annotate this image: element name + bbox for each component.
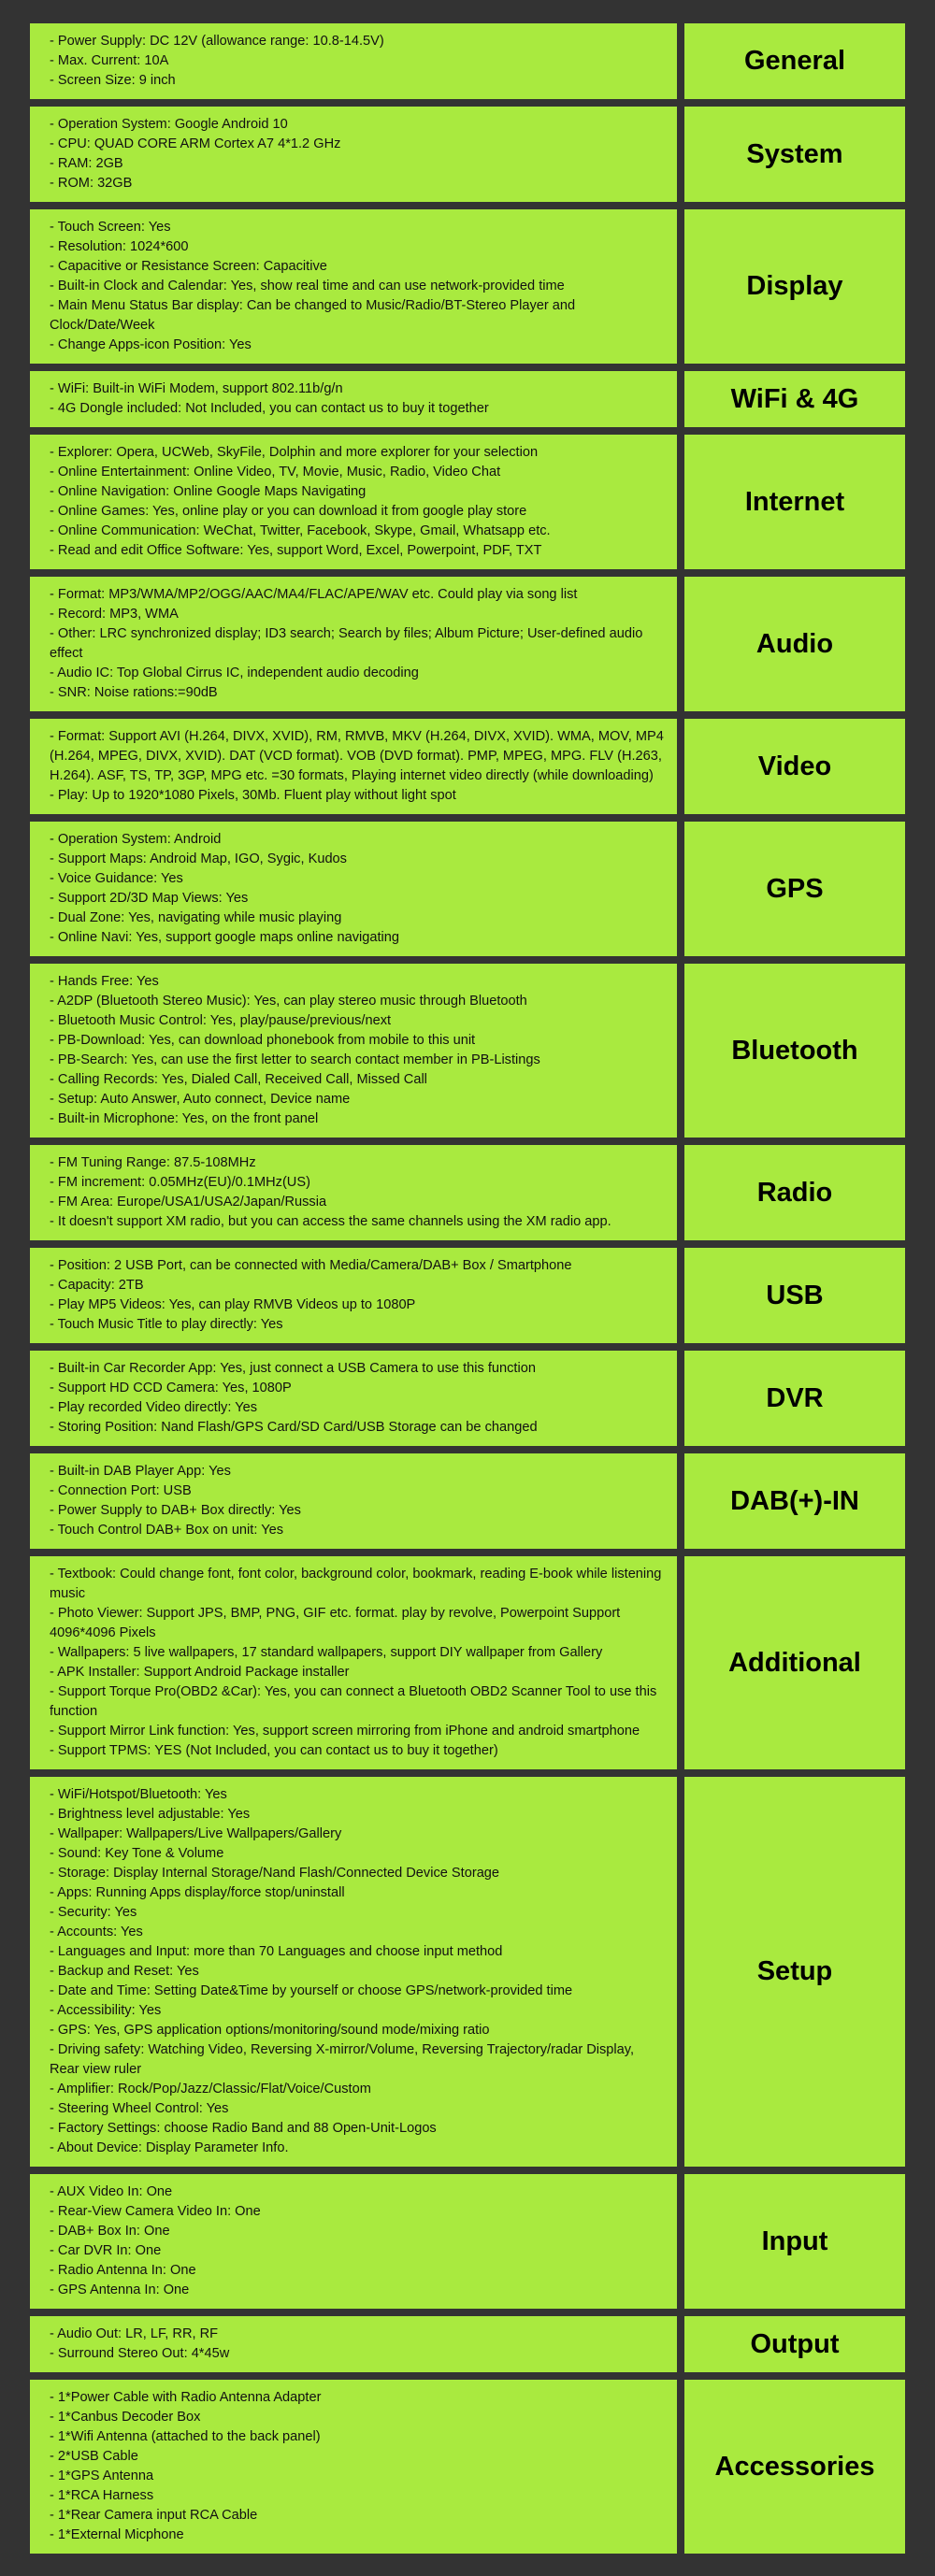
spec-item: - Support Maps: Android Map, IGO, Sygic, Kudos <box>50 852 347 866</box>
spec-details <box>30 1556 677 1769</box>
spec-item: - Calling Records: Yes, Dialed Call, Received Call, Missed Call <box>50 1072 427 1087</box>
spec-item: - GPS Antenna In: One <box>50 2283 190 2297</box>
spec-item: - 1*Power Cable with Radio Antenna Adapter <box>50 2390 322 2405</box>
spec-item: - Setup: Auto Answer, Auto connect, Device name <box>50 1092 351 1107</box>
spec-row <box>30 1453 905 1549</box>
spec-item: - Security: Yes <box>50 1905 137 1920</box>
spec-item: - CPU: QUAD CORE ARM Cortex A7 4*1.2 GHz <box>50 136 341 151</box>
spec-item: - Storing Position: Nand Flash/GPS Card/SD Card/USB Storage can be changed <box>50 1420 538 1435</box>
spec-row <box>30 1556 905 1769</box>
spec-item: - Read and edit Office Software: Yes, support Word, Excel, Powerpoint, PDF, TXT <box>50 543 542 558</box>
spec-item: - ROM: 32GB <box>50 176 133 191</box>
spec-item: - Capacitive or Resistance Screen: Capacitive <box>50 259 327 274</box>
spec-details <box>30 2380 677 2554</box>
spec-item: - Explorer: Opera, UCWeb, SkyFile, Dolphin and more explorer for your selection <box>50 445 539 460</box>
spec-item: - About Device: Display Parameter Info. <box>50 2140 289 2155</box>
spec-item: - Touch Control DAB+ Box on unit: Yes <box>50 1523 284 1538</box>
spec-item: - Photo Viewer: Support JPS, BMP, PNG, GIF etc. format. play by revolve, Powerpoint Support 4096*4096 Pixels <box>50 1606 621 1640</box>
spec-item: - 1*Rear Camera input RCA Cable <box>50 2508 258 2523</box>
spec-item: - Other: LRC synchronized display; ID3 search; Search by files; Album Picture; User-defined audio effect <box>50 626 643 661</box>
spec-row <box>30 2174 905 2309</box>
category-label: Input <box>684 2174 905 2309</box>
spec-item: - Touch Screen: Yes <box>50 220 171 235</box>
spec-item: - Audio Out: LR, LF, RR, RF <box>50 2326 219 2341</box>
spec-item: - Power Supply: DC 12V (allowance range: 10.8-14.5V) <box>50 34 384 49</box>
category-label: DVR <box>684 1351 905 1446</box>
spec-item: - Wallpaper: Wallpapers/Live Wallpapers/Gallery <box>50 1826 342 1841</box>
spec-item: - Factory Settings: choose Radio Band and 88 Open-Unit-Logos <box>50 2121 437 2136</box>
spec-item: - FM Area: Europe/USA1/USA2/Japan/Russia <box>50 1195 327 1209</box>
spec-item: - WiFi/Hotspot/Bluetooth: Yes <box>50 1787 227 1802</box>
spec-item: - Dual Zone: Yes, navigating while music playing <box>50 910 342 925</box>
spec-item: - Bluetooth Music Control: Yes, play/pause/previous/next <box>50 1013 392 1028</box>
spec-item: - It doesn't support XM radio, but you can access the same channels using the XM radio app. <box>50 1214 611 1229</box>
spec-row <box>30 719 905 814</box>
spec-item: - Accessibility: Yes <box>50 2003 162 2018</box>
spec-item: - Online Communication: WeChat, Twitter, Facebook, Skype, Gmail, Whatsapp etc. <box>50 523 551 538</box>
spec-row <box>30 577 905 711</box>
spec-item: - GPS: Yes, GPS application options/monitoring/sound mode/mixing ratio <box>50 2023 490 2038</box>
spec-details <box>30 1453 677 1549</box>
spec-item: - Languages and Input: more than 70 Languages and choose input method <box>50 1944 503 1959</box>
category-label: Display <box>684 209 905 364</box>
spec-item: - WiFi: Built-in WiFi Modem, support 802.11b/g/n <box>50 381 343 396</box>
category-label: Bluetooth <box>684 964 905 1138</box>
spec-row <box>30 1351 905 1446</box>
spec-item: - Screen Size: 9 inch <box>50 73 176 88</box>
spec-row <box>30 964 905 1138</box>
category-label: System <box>684 107 905 202</box>
spec-details <box>30 107 677 202</box>
category-label: Output <box>684 2316 905 2372</box>
category-label: Additional <box>684 1556 905 1769</box>
spec-item: - Play MP5 Videos: Yes, can play RMVB Videos up to 1080P <box>50 1297 416 1312</box>
spec-item: - Rear-View Camera Video In: One <box>50 2204 261 2219</box>
spec-item: - Support Mirror Link function: Yes, support screen mirroring from iPhone and android smartphone <box>50 1724 640 1739</box>
spec-row <box>30 435 905 569</box>
spec-row <box>30 2380 905 2554</box>
category-label: DAB(+)-IN <box>684 1453 905 1549</box>
spec-row <box>30 107 905 202</box>
spec-details <box>30 2174 677 2309</box>
spec-row <box>30 1248 905 1343</box>
spec-row <box>30 23 905 99</box>
spec-item: - Connection Port: USB <box>50 1483 192 1498</box>
spec-details <box>30 209 677 364</box>
spec-item: - Voice Guidance: Yes <box>50 871 183 886</box>
spec-item: - 1*Canbus Decoder Box <box>50 2410 201 2425</box>
spec-item: - Car DVR In: One <box>50 2243 162 2258</box>
spec-item: - Play: Up to 1920*1080 Pixels, 30Mb. Fluent play without light spot <box>50 788 456 803</box>
category-label: Internet <box>684 435 905 569</box>
spec-row <box>30 371 905 427</box>
spec-item: - Play recorded Video directly: Yes <box>50 1400 258 1415</box>
spec-item: - Wallpapers: 5 live wallpapers, 17 standard wallpapers, support DIY wallpaper from Gallery <box>50 1645 603 1660</box>
spec-details <box>30 719 677 814</box>
category-label: GPS <box>684 822 905 956</box>
spec-item: - Capacity: 2TB <box>50 1278 144 1293</box>
spec-item: - Format: Support AVI (H.264, DIVX, XVID), RM, RMVB, MKV (H.264, DIVX, XVID). WMA, MOV, MP4 (H.264, MPEG, DIVX, XVID). DAT (VCD format). VOB (DVD format). PMP, MPEG, MPG. FLV (H.263, H.264). ASF, TS, TP, 3GP, MPG etc. =30 formats, Playing internet video directly (while downloading) <box>50 729 664 783</box>
spec-item: - Operation System: Android <box>50 832 222 847</box>
spec-details <box>30 2316 677 2372</box>
spec-sheet <box>30 23 905 2561</box>
spec-details <box>30 1145 677 1240</box>
spec-details <box>30 1248 677 1343</box>
spec-row <box>30 209 905 364</box>
spec-item: - Textbook: Could change font, font color, background color, bookmark, reading E-book while listening music <box>50 1567 662 1601</box>
spec-details <box>30 822 677 956</box>
spec-item: - Sound: Key Tone & Volume <box>50 1846 224 1861</box>
spec-item: - Power Supply to DAB+ Box directly: Yes <box>50 1503 301 1518</box>
spec-item: - Touch Music Title to play directly: Yes <box>50 1317 283 1332</box>
spec-details <box>30 1777 677 2167</box>
category-label: Accessories <box>684 2380 905 2554</box>
category-label: Radio <box>684 1145 905 1240</box>
spec-item: - Format: MP3/WMA/MP2/OGG/AAC/MA4/FLAC/APE/WAV etc. Could play via song list <box>50 587 578 602</box>
spec-item: - Online Games: Yes, online play or you can download it from google play store <box>50 504 527 519</box>
spec-item: - Position: 2 USB Port, can be connected with Media/Camera/DAB+ Box / Smartphone <box>50 1258 572 1273</box>
spec-row <box>30 822 905 956</box>
spec-item: - RAM: 2GB <box>50 156 123 171</box>
spec-item: - Support TPMS: YES (Not Included, you can contact us to buy it together) <box>50 1743 498 1758</box>
spec-item: - PB-Download: Yes, can download phonebook from mobile to this unit <box>50 1033 476 1048</box>
spec-item: - Support 2D/3D Map Views: Yes <box>50 891 249 906</box>
spec-item: - Date and Time: Setting Date&Time by yourself or choose GPS/network-provided time <box>50 1983 573 1998</box>
spec-row <box>30 2316 905 2372</box>
spec-item: - Steering Wheel Control: Yes <box>50 2101 229 2116</box>
spec-item: - 1*External Micphone <box>50 2527 184 2542</box>
spec-item: - Apps: Running Apps display/force stop/uninstall <box>50 1885 345 1900</box>
spec-item: - Support Torque Pro(OBD2 &Car): Yes, you can connect a Bluetooth OBD2 Scanner Tool to use this function <box>50 1684 657 1719</box>
spec-item: - APK Installer: Support Android Package installer <box>50 1665 350 1680</box>
spec-details <box>30 964 677 1138</box>
category-label: WiFi & 4G <box>684 371 905 427</box>
spec-details <box>30 371 677 427</box>
spec-item: - Main Menu Status Bar display: Can be changed to Music/Radio/BT-Stereo Player and Clock/Date/Week <box>50 298 576 333</box>
spec-item: - FM Tuning Range: 87.5-108MHz <box>50 1155 256 1170</box>
spec-item: - Brightness level adjustable: Yes <box>50 1807 251 1822</box>
category-label: Setup <box>684 1777 905 2167</box>
spec-row <box>30 1777 905 2167</box>
spec-item: - Surround Stereo Out: 4*45w <box>50 2346 230 2361</box>
spec-item: - Support HD CCD Camera: Yes, 1080P <box>50 1381 292 1395</box>
spec-item: - Resolution: 1024*600 <box>50 239 189 254</box>
spec-item: - Online Navigation: Online Google Maps Navigating <box>50 484 367 499</box>
spec-item: - 2*USB Cable <box>50 2449 138 2464</box>
spec-item: - 1*Wifi Antenna (attached to the back panel) <box>50 2429 321 2444</box>
spec-item: - 1*GPS Antenna <box>50 2469 154 2483</box>
spec-item: - AUX Video In: One <box>50 2184 173 2199</box>
spec-row <box>30 1145 905 1240</box>
spec-item: - Backup and Reset: Yes <box>50 1964 199 1979</box>
category-label: Video <box>684 719 905 814</box>
spec-item: - Built-in DAB Player App: Yes <box>50 1464 231 1479</box>
spec-item: - PB-Search: Yes, can use the first letter to search contact member in PB-Listings <box>50 1052 540 1067</box>
spec-item: - A2DP (Bluetooth Stereo Music): Yes, can play stereo music through Bluetooth <box>50 994 527 1009</box>
spec-item: - Max. Current: 10A <box>50 53 169 68</box>
spec-item: - Built-in Microphone: Yes, on the front panel <box>50 1111 319 1126</box>
spec-item: - Online Navi: Yes, support google maps online navigating <box>50 930 399 945</box>
spec-item: - Amplifier: Rock/Pop/Jazz/Classic/Flat/Voice/Custom <box>50 2082 371 2097</box>
category-label: Audio <box>684 577 905 711</box>
spec-item: - Record: MP3, WMA <box>50 607 179 622</box>
spec-item: - Radio Antenna In: One <box>50 2263 196 2278</box>
spec-item: - Driving safety: Watching Video, Reversing X-mirror/Volume, Reversing Trajectory/radar Display, Rear view ruler <box>50 2042 635 2077</box>
category-label: USB <box>684 1248 905 1343</box>
spec-item: - Online Entertainment: Online Video, TV, Movie, Music, Radio, Video Chat <box>50 465 501 479</box>
spec-details <box>30 1351 677 1446</box>
spec-details <box>30 23 677 99</box>
spec-item: - FM increment: 0.05MHz(EU)/0.1MHz(US) <box>50 1175 310 1190</box>
spec-item: - Accounts: Yes <box>50 1925 143 1939</box>
category-label: General <box>684 23 905 99</box>
spec-item: - Storage: Display Internal Storage/Nand Flash/Connected Device Storage <box>50 1866 500 1881</box>
spec-item: - Built-in Clock and Calendar: Yes, show real time and can use network-provided time <box>50 279 565 293</box>
spec-item: - Change Apps-icon Position: Yes <box>50 337 252 352</box>
spec-item: - Operation System: Google Android 10 <box>50 117 288 132</box>
spec-item: - Audio IC: Top Global Cirrus IC, independent audio decoding <box>50 665 419 680</box>
spec-details <box>30 435 677 569</box>
spec-item: - 4G Dongle included: Not Included, you can contact us to buy it together <box>50 401 489 416</box>
spec-item: - DAB+ Box In: One <box>50 2224 170 2239</box>
spec-item: - 1*RCA Harness <box>50 2488 154 2503</box>
spec-item: - SNR: Noise rations:=90dB <box>50 685 218 700</box>
spec-item: - Built-in Car Recorder App: Yes, just connect a USB Camera to use this function <box>50 1361 536 1376</box>
spec-details <box>30 577 677 711</box>
spec-item: - Hands Free: Yes <box>50 974 159 989</box>
